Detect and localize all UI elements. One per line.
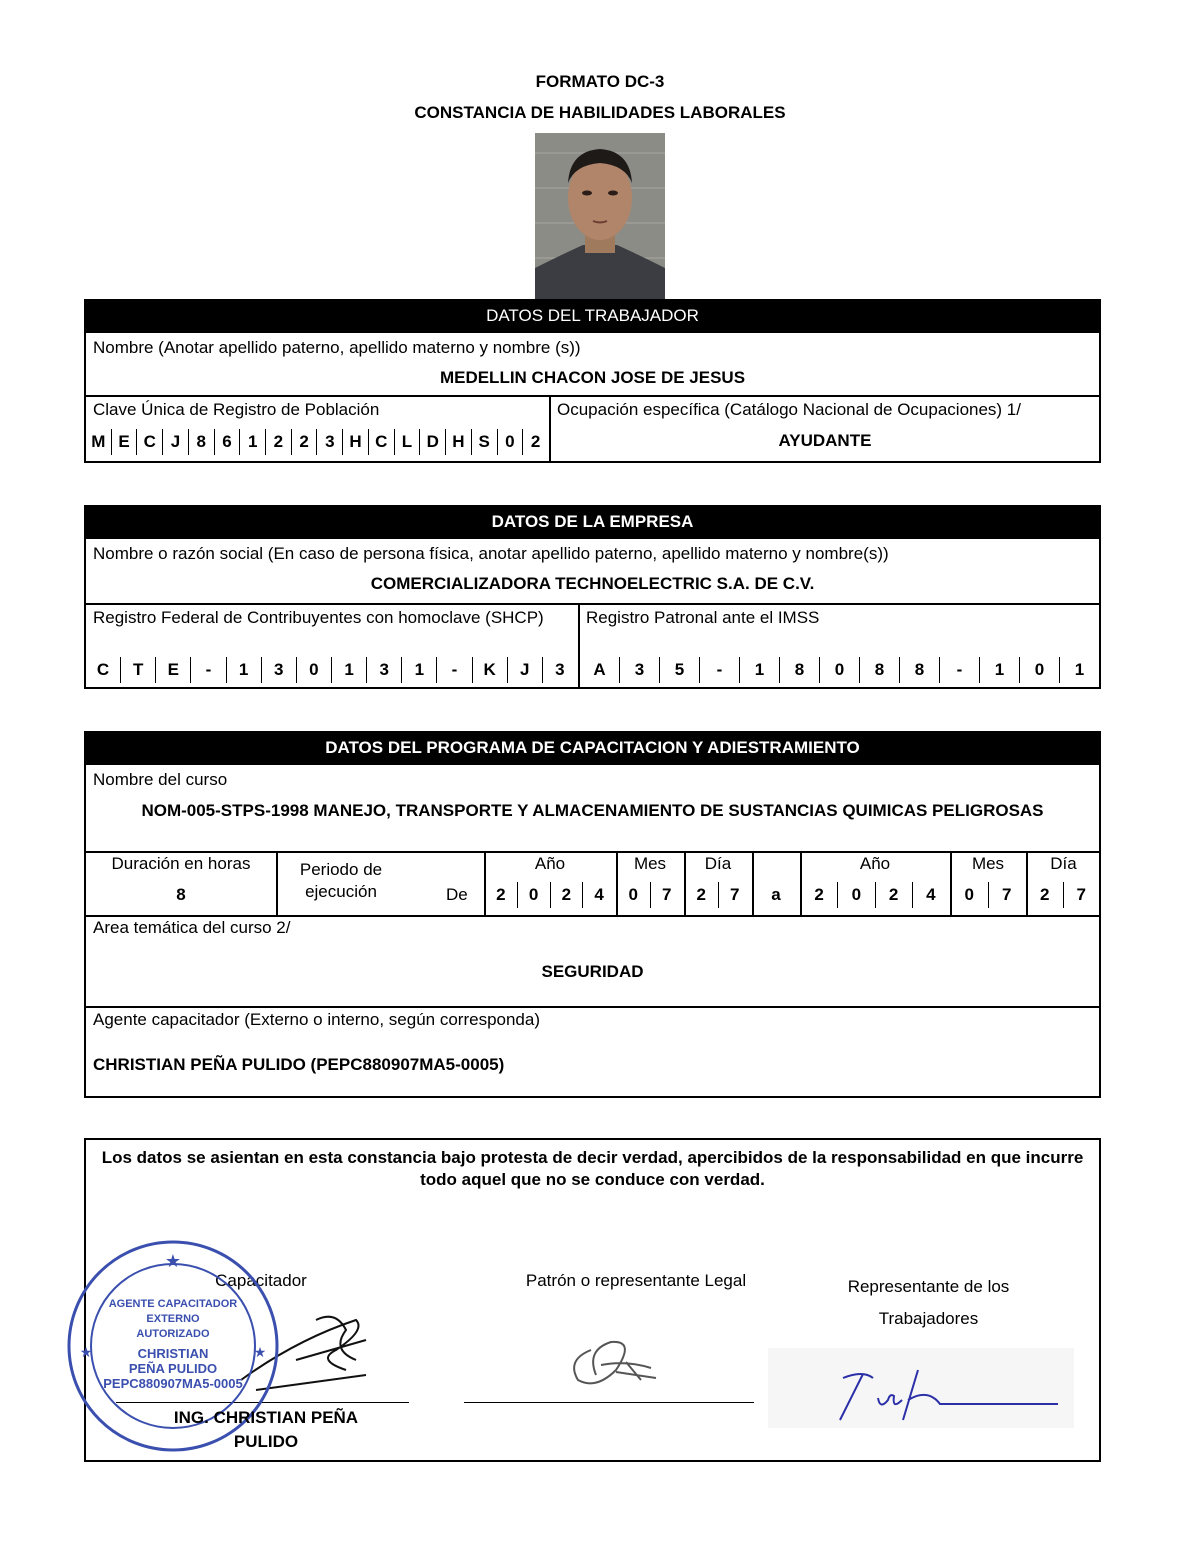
end-year-digits (801, 882, 949, 908)
imss-char: A (593, 660, 606, 679)
occupation-label: Ocupación específica (Catálogo Nacional de Ocupaciones) 1/ (557, 400, 1021, 419)
imss-char: - (939, 657, 979, 683)
employer-signature (556, 1320, 676, 1400)
rfc-char: - (436, 657, 471, 683)
rfc-char: - (190, 657, 225, 683)
company-section-title: DATOS DE LA EMPRESA (86, 507, 1099, 539)
agent-label: Agente capacitador (Externo o interno, según corresponda) (93, 1010, 540, 1029)
stamp-line: AUTORIZADO (136, 1328, 210, 1340)
curp-char: E (111, 429, 137, 455)
worker-name-value: MEDELLIN CHACON JOSE DE JESUS (439, 368, 746, 387)
employer-signature-line (464, 1402, 754, 1403)
course-value: NOM-005-STPS-1998 MANEJO, TRANSPORTE Y ALMACENAMIENTO DE SUSTANCIAS QUIMICAS PELIGROSAS (141, 801, 1044, 820)
stamp-line: CHRISTIAN (137, 1346, 209, 1361)
stamp-line: PEÑA PULIDO (128, 1361, 218, 1376)
start-day-digit: 7 (718, 882, 752, 908)
end-month-digit: 7 (988, 882, 1026, 908)
curp-char: L (394, 429, 420, 455)
start-month-digit: 7 (650, 882, 684, 908)
area-value: SEGURIDAD (541, 962, 644, 981)
curp-char: 2 (291, 429, 317, 455)
rfc-char: 1 (226, 657, 261, 683)
occupation-value: AYUDANTE (778, 431, 872, 450)
imss-char: 1 (739, 657, 779, 683)
format-code: FORMATO DC-3 (535, 72, 665, 91)
company-name-label: Nombre o razón social (En caso de persona física, anotar apellido paterno, apellido materno y nombre(s)) (93, 544, 889, 563)
imss-char: 8 (899, 657, 939, 683)
curp-char: C (368, 429, 394, 455)
rfc-char: 1 (401, 657, 436, 683)
imss-char: 8 (779, 657, 819, 683)
declaration-text: Los datos se asientan en esta constancia bajo protesta de decir verdad, apercibidos de la responsabilidad en que incurre todo aquel que no se conduce con verdad. (101, 1148, 1084, 1189)
imss-char: - (699, 657, 739, 683)
curp-characters (86, 429, 548, 455)
curp-char: 2 (265, 429, 291, 455)
worker-section-title: DATOS DEL TRABAJADOR (86, 301, 1099, 333)
start-year-digit: 0 (517, 882, 550, 908)
curp-char: H (342, 429, 368, 455)
rfc-char: 0 (296, 657, 331, 683)
start-month-digits (617, 882, 683, 908)
imss-char: 8 (859, 657, 899, 683)
svg-text:★: ★ (79, 1345, 93, 1361)
company-section (84, 505, 1101, 689)
end-month-digit: 0 (964, 885, 974, 904)
end-year-digit: 0 (837, 882, 874, 908)
document-title: CONSTANCIA DE HABILIDADES LABORALES (414, 103, 786, 122)
workers-representative-label: Representante de los Trabajadores (847, 1277, 1010, 1328)
end-day-digit: 7 (1063, 882, 1100, 908)
duration-label: Duración en horas (111, 854, 251, 873)
rfc-label: Registro Federal de Contribuyentes con homoclave (SHCP) (93, 608, 544, 627)
start-day-digits (685, 882, 751, 908)
program-section (84, 731, 1101, 1098)
imss-char: 5 (659, 657, 699, 683)
imss-label: Registro Patronal ante el IMSS (586, 608, 820, 627)
worker-section (84, 299, 1101, 463)
start-year-digit: 2 (550, 882, 583, 908)
imss-char: 1 (979, 657, 1019, 683)
agent-value: CHRISTIAN PEÑA PULIDO (PEPC880907MA5-0005) (93, 1055, 505, 1074)
area-label: Area temática del curso 2/ (93, 918, 291, 937)
end-day-label: Día (1050, 854, 1077, 873)
worker-photo (535, 133, 665, 300)
end-year-digit: 2 (875, 882, 912, 908)
curp-char: 1 (239, 429, 265, 455)
imss-char: 3 (619, 657, 659, 683)
rfc-char: J (507, 657, 542, 683)
rfc-char: 1 (331, 657, 366, 683)
svg-text:★: ★ (253, 1345, 267, 1361)
start-month-label: Mes (633, 854, 667, 873)
start-day-label: Día (704, 854, 732, 873)
start-year-label: Año (534, 854, 566, 873)
curp-char: 2 (522, 429, 548, 455)
curp-char: C (136, 429, 162, 455)
start-year-digit: 2 (496, 885, 506, 904)
curp-char: 3 (316, 429, 342, 455)
curp-char: H (445, 429, 471, 455)
imss-char: 0 (819, 657, 859, 683)
start-year-digits (485, 882, 615, 908)
curp-char: 0 (497, 429, 523, 455)
rfc-char: E (155, 657, 190, 683)
program-section-title: DATOS DEL PROGRAMA DE CAPACITACION Y ADIESTRAMIENTO (86, 733, 1099, 765)
course-label: Nombre del curso (93, 770, 228, 789)
trainer-label: Capacitador (215, 1271, 307, 1290)
start-year-digit: 4 (582, 882, 615, 908)
curp-char: D (419, 429, 445, 455)
to-label: a (771, 885, 781, 904)
end-month-label: Mes (971, 854, 1005, 873)
period-label: Periodo de ejecución (299, 860, 383, 901)
curp-char: J (162, 429, 188, 455)
svg-text:★: ★ (164, 1251, 182, 1272)
imss-char: 0 (1019, 657, 1059, 683)
start-month-digit: 0 (628, 885, 638, 904)
employer-label: Patrón o representante Legal (525, 1271, 747, 1290)
curp-char: 8 (188, 429, 214, 455)
rfc-characters (86, 657, 577, 683)
curp-char: S (471, 429, 497, 455)
rfc-char: 3 (261, 657, 296, 683)
curp-char: M (91, 432, 106, 451)
rfc-char: 3 (366, 657, 401, 683)
rfc-char: 3 (542, 657, 577, 683)
curp-char: 6 (214, 429, 240, 455)
end-month-digits (951, 882, 1025, 908)
stamp-line: AGENTE CAPACITADOR (108, 1298, 238, 1310)
start-day-digit: 2 (696, 885, 706, 904)
rfc-char: T (120, 657, 155, 683)
signatures-section (79, 1138, 1101, 1462)
end-day-digit: 2 (1040, 885, 1050, 904)
stamp-line: PEPC880907MA5-0005 (103, 1376, 243, 1391)
duration-value: 8 (176, 885, 186, 904)
workers-representative-signature (768, 1348, 1074, 1428)
curp-label: Clave Única de Registro de Población (93, 400, 380, 419)
trainer-name: ING. CHRISTIAN PEÑA PULIDO (173, 1408, 359, 1451)
worker-name-label: Nombre (Anotar apellido paterno, apellido materno y nombre (s)) (93, 338, 581, 357)
end-year-digit: 4 (912, 882, 949, 908)
end-day-digits (1027, 882, 1099, 908)
imss-characters (580, 657, 1099, 683)
stamp-line: EXTERNO (146, 1313, 200, 1325)
imss-char: 1 (1059, 657, 1099, 683)
from-label: De (446, 885, 468, 904)
end-year-label: Año (859, 854, 891, 873)
rfc-char: C (96, 660, 110, 679)
company-name-value: COMERCIALIZADORA TECHNOELECTRIC S.A. DE C.V. (370, 574, 815, 593)
rfc-char: K (472, 657, 507, 683)
end-year-digit: 2 (814, 885, 824, 904)
